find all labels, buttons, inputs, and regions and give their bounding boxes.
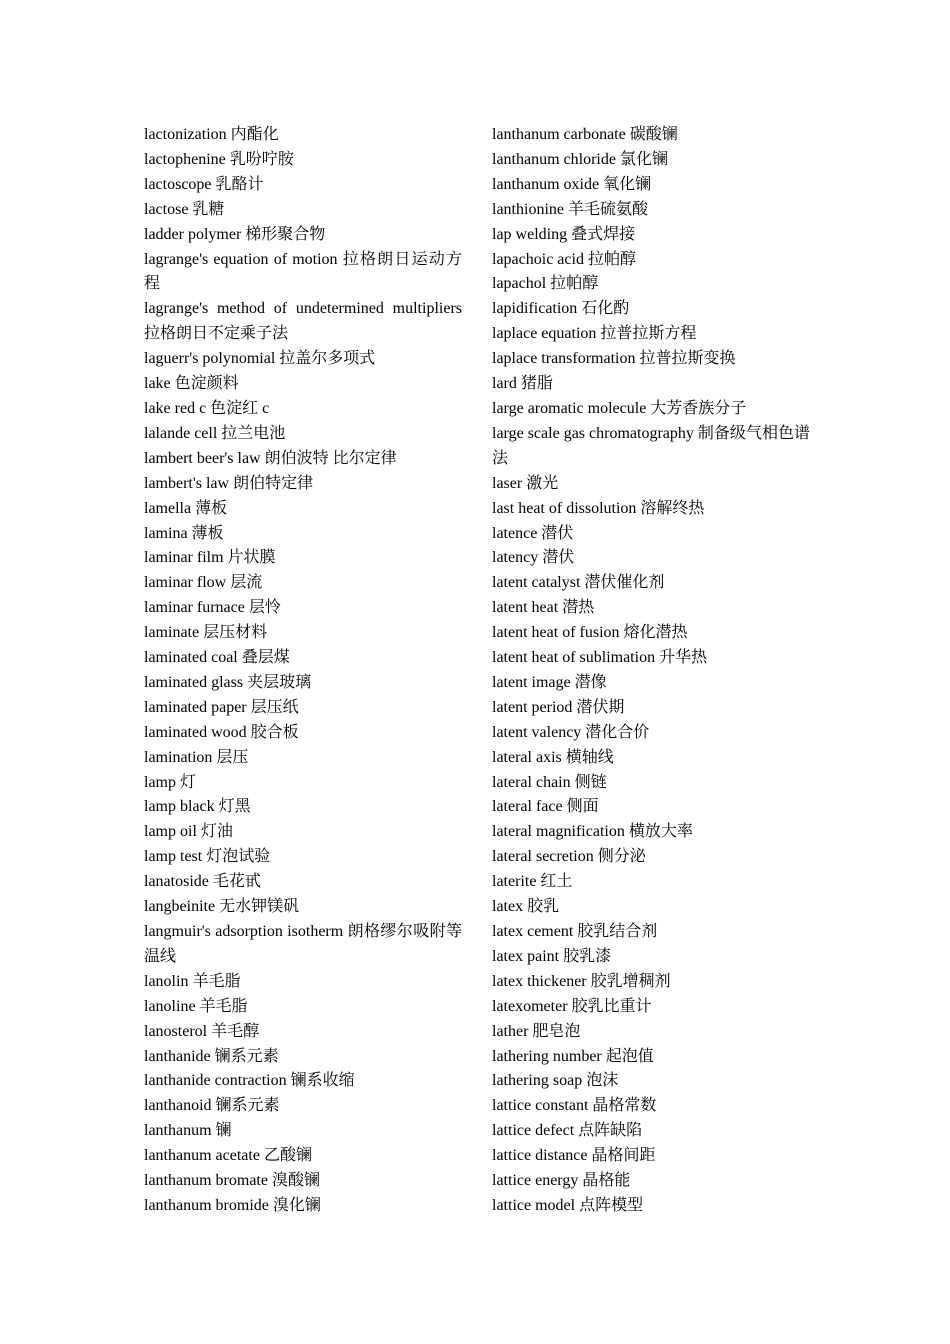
glossary-entry: lattice energy 晶格能 <box>492 1172 631 1190</box>
glossary-entry: lanthanide contraction 镧系收缩 <box>144 1072 355 1090</box>
glossary-entry: laminated paper 层压纸 <box>144 698 299 716</box>
glossary-entry: lanolin 羊毛脂 <box>144 972 241 990</box>
glossary-entry: laplace equation 拉普拉斯方程 <box>492 325 697 343</box>
glossary-entry: lamination 层压 <box>144 748 249 766</box>
glossary-entry: laminated glass 夹层玻璃 <box>144 673 312 691</box>
glossary-entry: latent heat of sublimation 升华热 <box>492 649 708 667</box>
glossary-entry: latency 潜伏 <box>492 549 575 567</box>
glossary-entry: lapachol 拉帕醇 <box>492 275 599 293</box>
glossary-entry: langmuir's adsorption isotherm 朗格缪尔吸附等温线 <box>144 923 462 965</box>
glossary-entry: lamina 薄板 <box>144 524 224 542</box>
glossary-entry: langbeinite 无水钾镁矾 <box>144 898 300 916</box>
glossary-entry: lactonization 内酯化 <box>144 126 279 143</box>
glossary-entry: lateral axis 横轴线 <box>492 748 614 766</box>
glossary-entry: large aromatic molecule 大芳香族分子 <box>492 399 747 417</box>
glossary-entry: latex cement 胶乳结合剂 <box>492 923 658 940</box>
glossary-entry: laminar furnace 层怜 <box>144 599 281 617</box>
glossary-entry: lattice distance 晶格间距 <box>492 1147 656 1165</box>
glossary-entry: lambert beer's law 朗伯波特 比尔定律 <box>144 449 397 467</box>
glossary-entry: laminated wood 胶合板 <box>144 723 299 741</box>
glossary-entry: lanthanoid 镧系元素 <box>144 1097 280 1115</box>
glossary-entry: lake red c 色淀红 c <box>144 399 270 417</box>
glossary-entry: lalande cell 拉兰电池 <box>144 424 286 442</box>
glossary-entry: lanthionine 羊毛硫氨酸 <box>492 200 648 218</box>
glossary-entry: lateral magnification 横放大率 <box>492 823 693 841</box>
glossary-entry: lactoscope 乳酪计 <box>144 175 264 193</box>
glossary-entry: lagrange's method of undetermined multipliers 拉格朗日不定乘子法 <box>144 300 462 343</box>
glossary-entry: lactose 乳糖 <box>144 200 225 218</box>
glossary-entry: latex paint 胶乳漆 <box>492 947 612 965</box>
glossary-entry: lanthanum bromide 溴化镧 <box>144 1196 321 1214</box>
glossary-entry: lanthanum bromate 溴酸镧 <box>144 1172 320 1190</box>
glossary-entry: lamp 灯 <box>144 773 196 791</box>
glossary-entry: last heat of dissolution 溶解终热 <box>492 499 705 517</box>
glossary-entry: lanthanum oxide 氧化镧 <box>492 175 652 193</box>
glossary-entry: lard 猪脂 <box>492 375 553 393</box>
right-column <box>492 123 810 1219</box>
glossary-entry: lanthanum 镧 <box>144 1122 232 1140</box>
glossary-entry: laguerr's polynomial 拉盖尔多项式 <box>144 350 376 368</box>
glossary-entry: lateral secretion 侧分泌 <box>492 848 646 866</box>
glossary-entry: latexometer 胶乳比重计 <box>492 997 652 1015</box>
glossary-entry: laminar film 片状膜 <box>144 549 276 567</box>
glossary-entry: latent image 潜像 <box>492 673 607 691</box>
glossary-entry: lanthanum acetate 乙酸镧 <box>144 1147 312 1165</box>
glossary-entry: lamp black 灯黑 <box>144 798 251 816</box>
glossary-entry: lanthanum carbonate 碳酸镧 <box>492 126 678 143</box>
glossary-entry: lamella 薄板 <box>144 499 228 517</box>
glossary-entry: lattice constant 晶格常数 <box>492 1097 657 1115</box>
glossary-entry: lathering number 起泡值 <box>492 1047 654 1065</box>
glossary-entry: lagrange's equation of motion 拉格朗日运动方程 <box>144 250 462 293</box>
glossary-entry: lactophenine 乳吩咛胺 <box>144 150 294 168</box>
glossary-entry: latent heat 潜热 <box>492 599 595 617</box>
glossary-entry: laminar flow 层流 <box>144 574 263 592</box>
glossary-entry: laminate 层压材料 <box>144 624 268 642</box>
glossary-entry: lanosterol 羊毛醇 <box>144 1022 260 1040</box>
left-column <box>144 123 462 1219</box>
glossary-entry: lake 色淀颜料 <box>144 375 239 393</box>
glossary-entry: latent catalyst 潜伏催化剂 <box>492 574 665 592</box>
glossary-entry: laser 激光 <box>492 474 559 492</box>
glossary-entry: lanatoside 毛花甙 <box>144 873 261 891</box>
glossary-entry: latex 胶乳 <box>492 898 560 916</box>
glossary-entry: latex thickener 胶乳增稠剂 <box>492 972 671 990</box>
glossary-entry: lateral face 侧面 <box>492 798 599 816</box>
glossary-entry: latent period 潜伏期 <box>492 698 625 716</box>
glossary-entry: lattice defect 点阵缺陷 <box>492 1122 643 1140</box>
glossary-entry: latence 潜伏 <box>492 524 574 542</box>
glossary-entry: laminated coal 叠层煤 <box>144 649 290 667</box>
glossary-entry: lambert's law 朗伯特定律 <box>144 474 314 492</box>
glossary-entry: laplace transformation 拉普拉斯变换 <box>492 350 736 368</box>
glossary-entry: lanthanide 镧系元素 <box>144 1047 279 1065</box>
glossary-entry: lateral chain 侧链 <box>492 773 607 791</box>
glossary-entry: lathering soap 泡沫 <box>492 1072 619 1090</box>
glossary-entry: lamp oil 灯油 <box>144 823 233 841</box>
glossary-entry: lanthanum chloride 氯化镧 <box>492 150 668 168</box>
glossary-entry: lattice model 点阵模型 <box>492 1196 644 1214</box>
glossary-entry: latent valency 潜化合价 <box>492 723 650 741</box>
glossary-entry: ladder polymer 梯形聚合物 <box>144 225 326 243</box>
glossary-entry: lapidification 石化酌 <box>492 300 630 318</box>
glossary-entry: latent heat of fusion 熔化潜热 <box>492 624 688 642</box>
glossary-entry: lather 肥皂泡 <box>492 1022 581 1040</box>
glossary-entry: lanoline 羊毛脂 <box>144 997 248 1015</box>
glossary-entry: lapachoic acid 拉帕醇 <box>492 250 636 268</box>
glossary-entry: laterite 红土 <box>492 873 573 891</box>
glossary-entry: lap welding 叠式焊接 <box>492 225 636 243</box>
glossary-entry: large scale gas chromatography 制备级气相色谱法 <box>492 424 810 467</box>
glossary-entry: lamp test 灯泡试验 <box>144 848 271 866</box>
